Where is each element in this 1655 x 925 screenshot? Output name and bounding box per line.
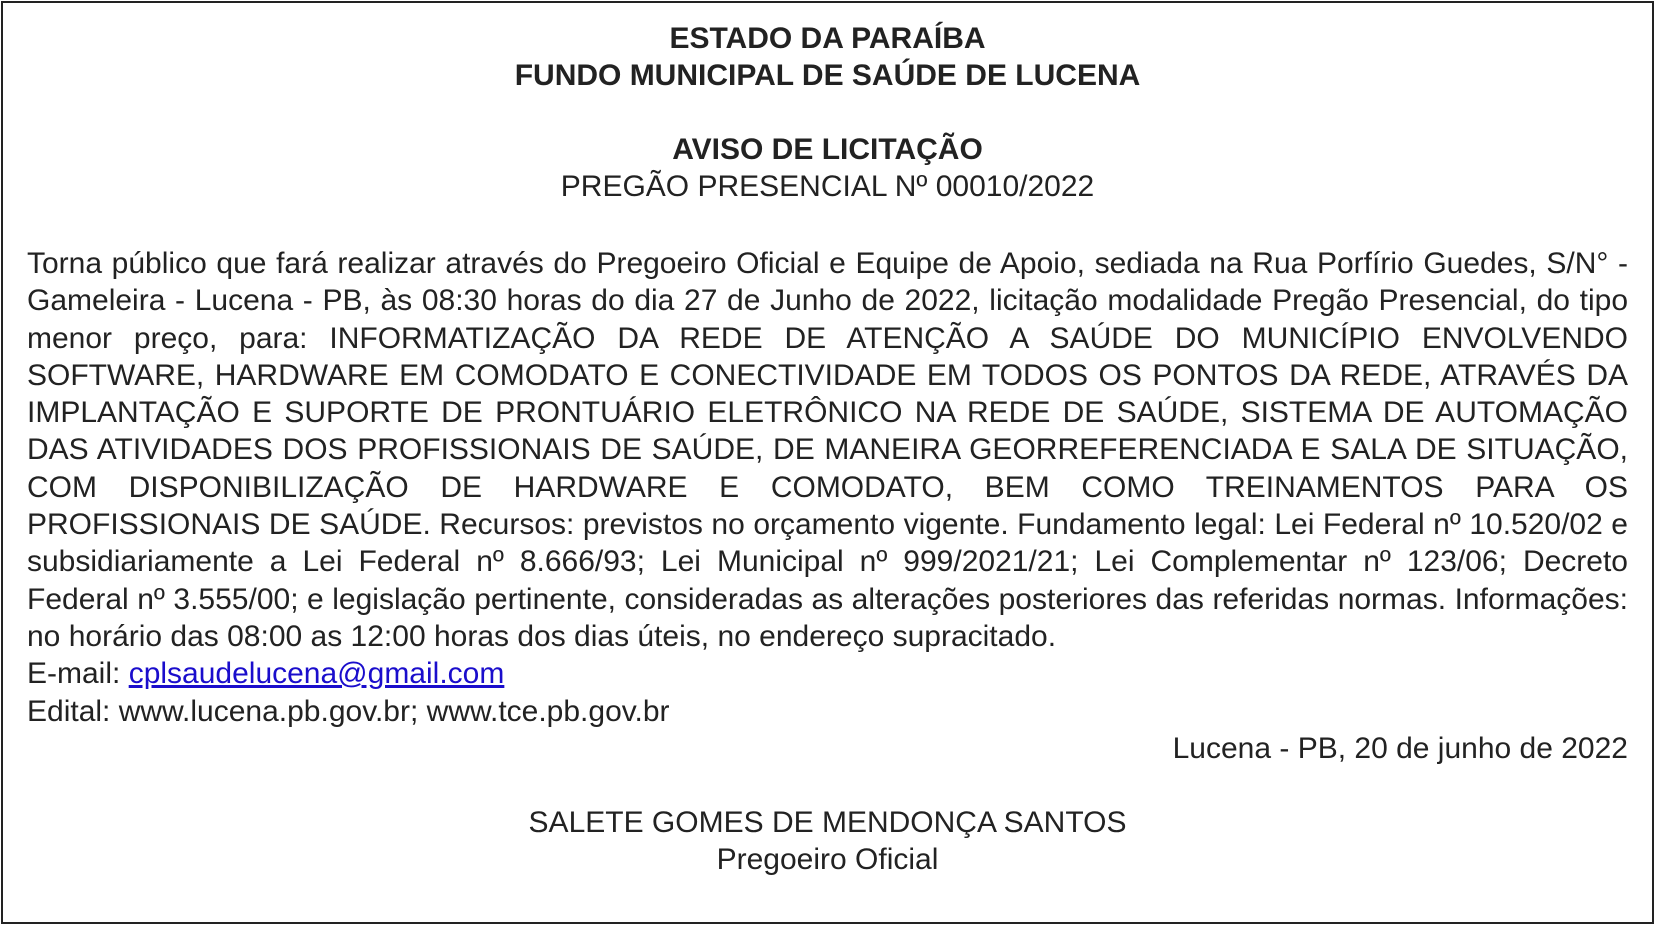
header-spacer: [3, 94, 1652, 131]
edital-line: Edital: www.lucena.pb.gov.br; www.tce.pb.gov.br: [27, 694, 670, 728]
entity-heading: FUNDO MUNICIPAL DE SAÚDE DE LUCENA: [514, 59, 1141, 92]
notice-paragraph: Torna público que fará realizar através do Pregoeiro Oficial e Equipe de Apoio, sediada na Rua Porfírio Guedes, S/N° - Gameleira - Lucena - PB, às 08:30 horas do dia 27 de Junho de 2022, licitação modalidade Pregão Presencial, do tipo menor preço, para: INFORMATIZAÇÃO DA REDE DE ATENÇÃO A SAÚDE DO MUNICÍPIO ENVOLVENDO SOFTWARE, HARDWARE EM COMODATO E CONECTIVIDADE EM TODOS OS PONTOS DA REDE, ATRAVÉS DA IMPLANTAÇÃO E SUPORTE DE PRONTUÁRIO ELETRÔNICO NA REDE DE SAÚDE, SISTEMA DE AUTOMAÇÃO DAS ATIVIDADES DOS PROFISSIONAIS DE SAÚDE, DE MANEIRA GEORREFERENCIADA E SALA DE SITUAÇÃO, COM DISPONIBILIZAÇÃO DE HARDWARE E COMODATO, BEM COMO TREINAMENTOS PARA OS PROFISSIONAIS DE SAÚDE. Recursos: previstos no orçamento vigente. Fundamento legal: Lei Federal nº 10.520/02 e subsidiariamente a Lei Federal nº 8.666/93; Lei Municipal nº 999/2021/21; Lei Complementar nº 123/06; Decreto Federal nº 3.555/00; e legislação pertinente, consideradas as alterações posteriores das referidas normas. Informações: no horário das 08:00 as 12:00 horas dos dias úteis, no endereço supracitado.: [27, 247, 1628, 653]
email-line: [27, 655, 1628, 692]
notice-title: AVISO DE LICITAÇÃO: [672, 133, 983, 166]
email-link[interactable]: cplsaudelucena@gmail.com: [128, 657, 505, 691]
signature-block: [3, 804, 1652, 878]
email-label: E-mail:: [27, 657, 129, 691]
date-line: Lucena - PB, 20 de junho de 2022: [1172, 731, 1628, 765]
state-heading: ESTADO DA PARAÍBA: [669, 22, 986, 55]
signatory-role: Pregoeiro Oficial: [716, 843, 939, 877]
notice-header: [3, 20, 1652, 205]
signatory-name: SALETE GOMES DE MENDONÇA SANTOS: [528, 806, 1127, 840]
notice-frame: [1, 1, 1654, 924]
notice-number: PREGÃO PRESENCIAL Nº 00010/2022: [560, 170, 1095, 203]
